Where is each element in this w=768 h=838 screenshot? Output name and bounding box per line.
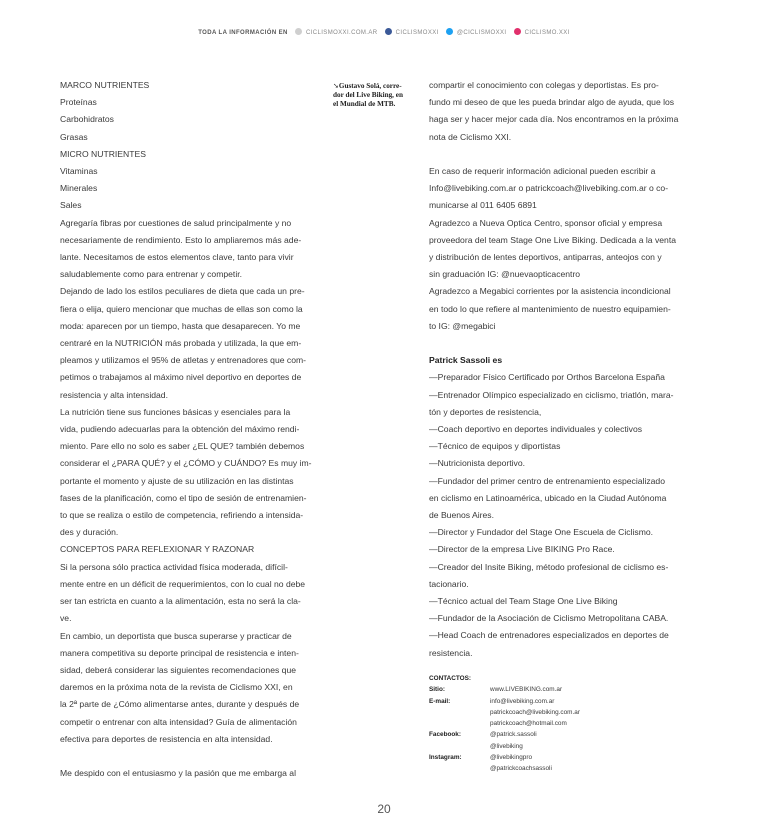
bio-item: tacionario. [429,578,469,589]
text-line: sin graduación IG: @nuevaopticacentro [429,269,581,280]
contact-label: Instagram: [429,754,462,762]
text-line: to que se realiza o estilo de competencia, refiriendo a intensida- [60,510,304,521]
caption-line: dor del Live Biking, en [333,91,403,99]
text-line [429,146,699,163]
photo-caption [333,82,413,109]
text-line: miento. Pare ello no solo es saber ¿EL QUE? también debemos [60,441,305,452]
bio-item: —Director y Fundador del Stage One Escuela de Ciclismo. [429,527,654,538]
bio-item: —Coach deportivo en deportes individuales y colectivos [429,424,643,435]
globe-icon [295,28,302,35]
text-line: Me despido con el entusiasmo y la pasión que me embarga al [60,768,296,779]
contact-row [429,696,580,707]
text-line: Carbohidratos [60,114,114,125]
text-line: compartir el conocimiento con colegas y deportistas. Es pro- [429,80,659,90]
text-line [60,748,330,765]
text-line: pleamos y utilizamos el 95% de atletas y entrenadores que com- [60,355,307,366]
text-line: MARCO NUTRIENTES [60,80,150,90]
header-lead: TODA LA INFORMACIÓN EN [198,30,288,36]
text-line: ve. [60,613,72,624]
bio-item: —Preparador Físico Certificado por Orthos Barcelona España [429,372,665,383]
header-facebook[interactable]: CICLISMOXXI [395,30,439,36]
bio-item: —Técnico actual del Team Stage One Live Biking [429,596,618,607]
bio-item: —Entrenador Olímpico especializado en ciclismo, triatlón, mara- [429,389,674,400]
text-line: municarse al 011 6405 6891 [429,200,537,211]
text-line: Agregaría fibras por cuestiones de salud principalmente y no [60,217,292,228]
bio-item: tón y deportes de resistencia, [429,406,542,417]
text-line: Minerales [60,183,98,194]
text-line: Proteínas [60,97,97,108]
bio-item: —Director de la empresa Live BIKING Pro Race. [429,544,615,555]
text-line: portante el momento y ajuste de su utilización en las distintas [60,475,294,486]
text-line: Info@livebiking.com.ar o patrickcoach@livebiking.com.ar o co- [429,183,669,194]
bio-item: —Creador del Insite Biking, método profesional de ciclismo es- [429,561,669,572]
caption-arrow-icon: ➘ [333,82,339,90]
contact-row [429,741,580,752]
header-instagram[interactable]: CICLISMO.XXI [524,30,570,36]
bio-item: —Head Coach de entrenadores especializados en deportes de [429,630,669,641]
text-line: la 2ª parte de ¿Cómo alimentarse antes, durante y después de [60,699,300,710]
text-line: vida, pudiendo adecuarlas para la obtención del máximo rendi- [60,424,300,435]
contact-row [429,752,580,763]
bio-title: Patrick Sassoli es [429,355,503,366]
text-line: Agradezco a Megabici corrientes por la asistencia incondicional [429,286,671,297]
text-line: Agradezco a Nueva Optica Centro, sponsor oficial y empresa [429,217,663,228]
caption-line: el Mundial de MTB. [333,100,396,108]
text-line: considerar el ¿PARA QUÉ? y el ¿CÓMO y CUÁNDO? Es muy im- [60,458,312,469]
right-paragraphs [429,77,699,352]
contact-label [429,707,490,718]
page-number: 20 [377,802,391,816]
text-line: Sales [60,200,82,211]
text-line: fiera o elija, quiero mencionar que muchas de ellas son como la [60,303,303,314]
contact-label: E-mail: [429,697,451,705]
contact-row [429,707,580,718]
header-site[interactable]: CICLISMOXXI.COM.AR [305,30,378,36]
text-line: lante. Necesitamos de estos elementos clave, tanto para vivir [60,252,294,263]
text-line: efectiva para deportes de resistencia en alta intensidad. [60,733,273,744]
contact-label: Sitio: [429,686,445,694]
text-line: Si la persona sólo practica actividad física moderada, difícil- [60,561,288,572]
text-line: daremos en la próxima nota de la revista de Ciclismo XXI, en [60,682,293,693]
contact-value[interactable]: @livebikingpro [490,754,533,762]
text-line: petimos o trabajamos al máximo nivel deportivo en deportes de [60,372,302,383]
contact-value[interactable]: @patrick.sassoli [490,731,537,739]
text-line: manera competitiva su deporte principal de resistencia e inten- [60,647,299,658]
page-header [0,28,768,36]
contact-value[interactable]: patrickcoach@livebiking.com.ar [490,708,580,716]
left-column [60,77,330,782]
bio-item: —Técnico de equipos y diportistas [429,441,561,452]
text-line: y distribución de lentes deportivos, antiparras, anteojos con y [429,252,662,263]
text-line: ser tan estricta en cuanto a la alimentación, esta no será la cla- [60,596,301,607]
contact-row [429,684,580,695]
text-line: Grasas [60,131,88,142]
contact-value[interactable]: @livebiking [490,742,523,750]
text-line: des y duración. [60,527,119,538]
contact-row [429,729,580,740]
text-line: moda: aparecen por un tiempo, hasta que desaparecen. Yo me [60,320,301,331]
text-line: Dejando de lado los estilos peculiares de dieta que cada un pre- [60,286,305,297]
bio-item: —Fundador del primer centro de entrenamiento especializado [429,475,665,486]
text-line: CONCEPTOS PARA REFLEXIONAR Y RAZONAR [60,544,255,555]
facebook-icon [385,28,392,35]
text-line: sidad, deberá considerar las siguientes recomendaciones que [60,664,296,675]
contact-row [429,763,580,774]
text-line [429,335,699,352]
contact-value[interactable]: @patrickcoachsassoli [490,765,552,773]
contacts-title: CONTACTOS: [429,675,472,682]
instagram-icon [514,28,521,35]
text-line: MICRO NUTRIENTES [60,148,146,159]
right-column [429,77,699,662]
bio-item: de Buenos Aires. [429,510,494,521]
bio-item: resistencia. [429,647,473,658]
header-twitter[interactable]: @CICLISMOXXI [456,30,507,36]
bio-item: —Fundador de la Asociación de Ciclismo Metropolitana CABA. [429,613,669,624]
text-line: fundo mi deseo de que les pueda brindar algo de ayuda, que los [429,97,675,108]
bio-item: —Nutricionista deportivo. [429,458,526,469]
contact-label [429,763,490,774]
bio-list [429,369,699,661]
contact-label: Facebook: [429,731,461,739]
text-line: mente entre en un déficit de requerimientos, con lo cual no debe [60,578,306,589]
text-line: fases de la planificación, como el tipo de sesión de entrenamien- [60,492,307,503]
text-line: proveedora del team Stage One Live Biking. Dedicada a la venta [429,234,676,245]
text-line: to IG: @megabici [429,320,496,331]
text-line: La nutrición tiene sus funciones básicas y esenciales para la [60,406,291,417]
caption-line: Gustavo Solá, corre- [338,82,402,90]
contact-value[interactable]: www.LIVEBIKING.com.ar [490,686,563,694]
contact-rows [429,684,580,774]
text-line: resistencia y alta intensidad. [60,389,168,400]
text-line: en todo lo que refiere al mantenimiento de nuestro equipamien- [429,303,671,314]
text-line: necesariamente de rendimiento. Esto lo ampliaremos más ade- [60,234,302,245]
text-line: saludablemente como para entrenar y competir. [60,269,242,280]
contact-value[interactable]: info@livebiking.com.ar [490,697,555,705]
text-line: haga ser y hacer mejor cada día. Nos encontramos en la próxima [429,114,679,125]
contacts-block [429,673,580,775]
text-line: nota de Ciclismo XXI. [429,131,512,142]
contact-label [429,741,490,752]
bio-item: en ciclismo en Latinoamérica, ubicado en la Ciudad Autónoma [429,492,667,503]
text-line: competir o entrenar con alta intensidad? Guía de alimentación [60,716,297,727]
text-line: centraré en la NUTRICIÓN más probada y utilizada, la que em- [60,338,302,349]
contact-label [429,718,490,729]
text-line: Vitaminas [60,166,98,177]
contact-value[interactable]: patrickcoach@hotmail.com [490,720,567,728]
contact-row [429,718,580,729]
text-line: En cambio, un deportista que busca superarse y practicar de [60,630,292,641]
twitter-icon [446,28,453,35]
text-line: En caso de requerir información adicional pueden escribir a [429,166,656,176]
